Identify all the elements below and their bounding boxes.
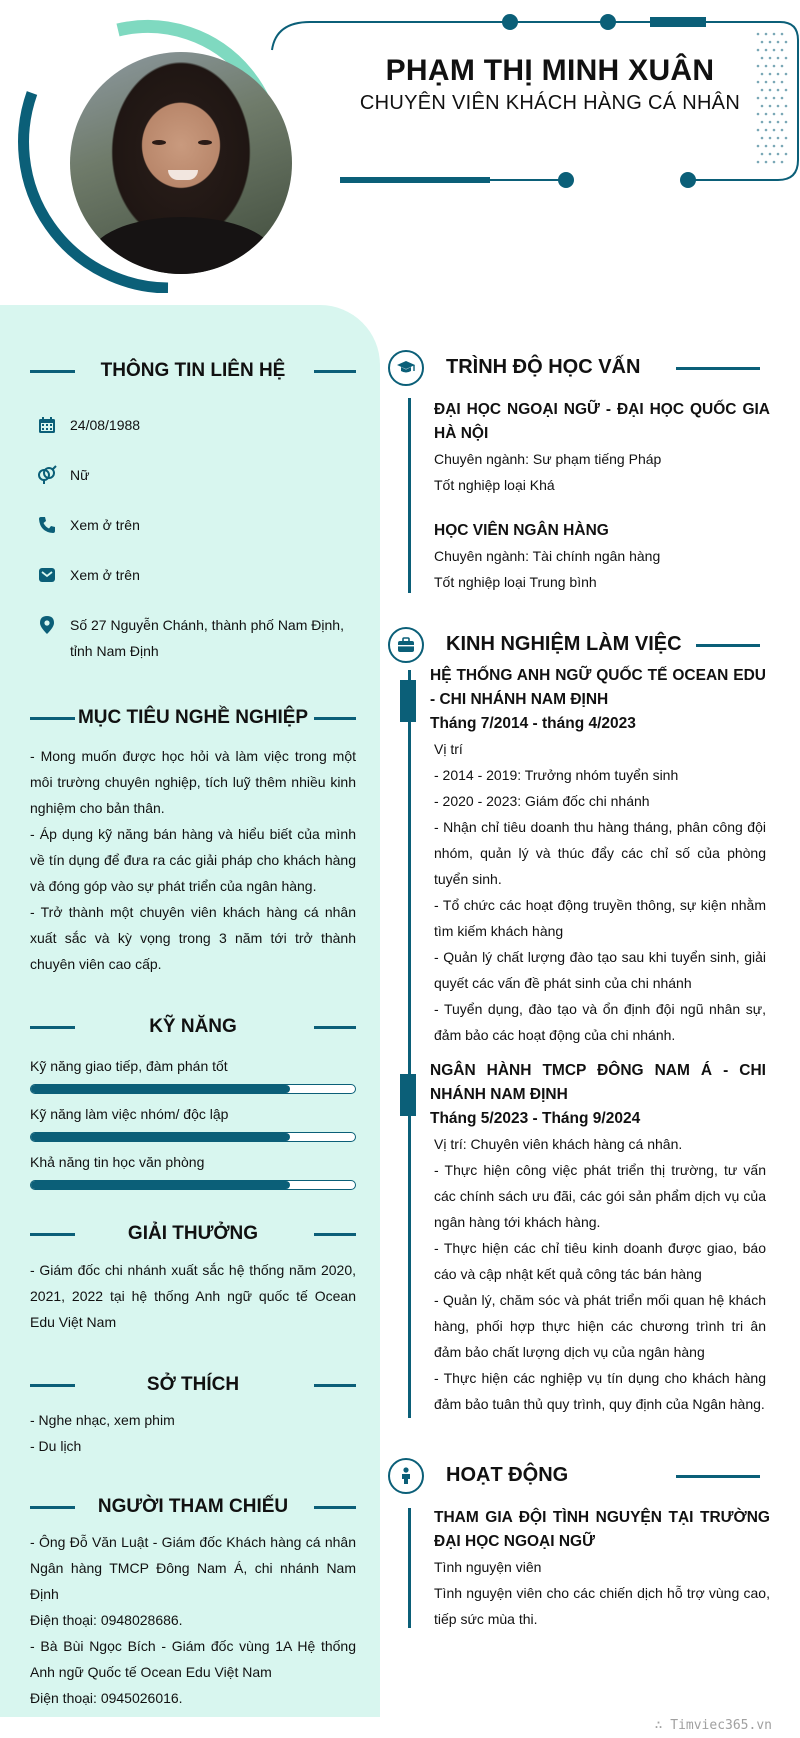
awards-text: - Giám đốc chi nhánh xuất sắc hệ thống năm 2020, 2021, 2022 tại hệ thống Anh ngữ quốc tế Ocean Edu Việt Nam	[30, 1262, 356, 1330]
references-heading: NGƯỜI THAM CHIẾU	[30, 1494, 356, 1520]
education-heading: TRÌNH ĐỘ HỌC VẤN	[388, 350, 760, 388]
contact-item-gender: Nữ	[36, 464, 356, 488]
skill-teamwork: Kỹ năng làm việc nhóm/ độc lập	[30, 1106, 356, 1142]
skill-office: Khả năng tin học văn phòng	[30, 1154, 356, 1190]
skill-communication: Kỹ năng giao tiếp, đàm phán tốt	[30, 1058, 356, 1094]
contact-item-email: Xem ở trên	[36, 564, 356, 588]
profile-photo	[70, 52, 292, 274]
contact-item-phone: Xem ở trên	[36, 514, 356, 538]
skill-bar	[30, 1132, 356, 1142]
skill-bar-fill	[31, 1133, 290, 1141]
education-timeline	[408, 398, 411, 593]
references-text: - Ông Đỗ Văn Luật - Giám đốc Khách hàng cá nhân Ngân hàng TMCP Đông Nam Á, chi nhánh Nam Định Điện thoại: 0948028686. - Bà Bùi Ngọc Bích - Giám đốc vùng 1A Hệ thống Anh ngữ Quốc tế Ocean Edu Việt Nam Điện thoại: 0945026016.	[30, 1534, 356, 1706]
activities-timeline	[408, 1508, 411, 1628]
education-item: HỌC VIÊN NGÂN HÀNG Chuyên ngành: Tài chính ngân hàng Tốt nghiệp loại Trung bình	[434, 522, 661, 590]
person-icon	[388, 1458, 424, 1494]
hobbies-text: - Nghe nhạc, xem phim - Du lịch	[30, 1412, 175, 1454]
gender-icon	[36, 464, 58, 486]
location-icon	[36, 614, 58, 636]
contact-item-birthday: 24/08/1988	[36, 414, 356, 438]
graduation-cap-icon	[388, 350, 424, 386]
email-icon	[36, 564, 58, 586]
objective-text: - Mong muốn được học hỏi và làm việc trong một môi trường chuyên nghiệp, tích luỹ thêm nhiều kinh nghiệm cho bản thân. - Áp dụng kỹ năng bán hàng và hiểu biết của mình về tín dụng để đưa ra các giải pháp cho khách hàng và đóng góp vào sự phát triển của ngân hàng. - Trở thành một chuyên viên khách hàng cá nhân xuất sắc và kỳ vọng trong 3 năm tới trở thành chuyên viên cao cấp.	[30, 748, 356, 972]
candidate-name: PHẠM THỊ MINH XUÂN	[385, 54, 715, 87]
skill-bar	[30, 1084, 356, 1094]
phone-icon	[36, 514, 58, 536]
hobbies-heading: SỞ THÍCH	[30, 1372, 356, 1398]
contact-heading: THÔNG TIN LIÊN HỆ	[30, 358, 356, 384]
cv-header	[0, 0, 800, 300]
skill-bar-fill	[31, 1181, 290, 1189]
candidate-title: CHUYÊN VIÊN KHÁCH HÀNG CÁ NHÂN	[359, 92, 741, 114]
watermark: ∴ Timviec365.vn	[654, 1718, 772, 1733]
skill-bar-fill	[31, 1085, 290, 1093]
skills-heading: KỸ NĂNG	[30, 1014, 356, 1040]
activity-item: THAM GIA ĐỘI TÌNH NGUYỆN TẠI TRƯỜNG ĐẠI HỌC NGOẠI NGỮ Tình nguyện viên Tình nguyện viên cho các chiến dịch hỗ trợ vùng cao, tiếp sức mùa thi.	[434, 1509, 770, 1627]
calendar-icon	[36, 414, 58, 436]
briefcase-icon	[388, 627, 424, 663]
timeline-marker	[400, 1074, 416, 1116]
experience-timeline	[408, 670, 411, 1418]
skill-bar	[30, 1180, 356, 1190]
contact-item-address: Số 27 Nguyễn Chánh, thành phố Nam Định, tỉnh Nam Định	[36, 614, 356, 664]
experience-item: HỆ THỐNG ANH NGỮ QUỐC TẾ OCEAN EDU - CHI NHÁNH NAM ĐỊNH Tháng 7/2014 - tháng 4/2023 Vị trí - 2014 - 2019: Trưởng nhóm tuyển sinh - 2020 - 2023: Giám đốc chi nhánh - Nhận chỉ tiêu doanh thu hàng tháng, phân công đội nhóm, quản lý và thúc đẩy các chỉ số của phòng tuyển sinh. - Tổ chức các hoạt động truyền thông, sự kiện nhằm tìm kiếm khách hàng - Quản lý chất lượng đào tạo sau khi tuyển sinh, giải quyết các vấn đề phát sinh của chi nhánh - Tuyển dụng, đào tạo và ổn định đội ngũ nhân sự, đảm bảo các hoạt động của chi nhánh.	[430, 667, 766, 1043]
timeline-marker	[400, 680, 416, 722]
awards-heading: GIẢI THƯỞNG	[30, 1221, 356, 1247]
activities-heading: HOẠT ĐỘNG	[388, 1458, 760, 1496]
experience-item: NGÂN HÀNH TMCP ĐÔNG NAM Á - CHI NHÁNH NAM ĐỊNH Tháng 5/2023 - Tháng 9/2024 Vị trí: Chuyên viên khách hàng cá nhân. - Thực hiện công việc phát triển thị trường, tư vấn các chính sách ưu đãi, các gói sản phẩm dịch vụ của ngân hàng tới khách hàng. - Thực hiện các chỉ tiêu kinh doanh được giao, báo cáo và cập nhật kết quả công tác bán hàng - Quản lý, chăm sóc và phát triển mối quan hệ khách hàng, phối hợp thực hiện các chương trình tri ân đảm bảo chất lượng dịch vụ của ngân hàng - Thực hiện các nghiệp vụ tín dụng cho khách hàng đảm bảo tuân thủ quy trình, quy định của Ngân hàng.	[430, 1062, 766, 1412]
objective-heading: MỤC TIÊU NGHỀ NGHIỆP	[30, 705, 356, 731]
profile-photo-frame	[18, 18, 298, 293]
experience-heading: KINH NGHIỆM LÀM VIỆC	[388, 627, 760, 665]
education-item: ĐẠI HỌC NGOẠI NGỮ - ĐẠI HỌC QUỐC GIA HÀ NỘI Chuyên ngành: Sư phạm tiếng Pháp Tốt nghiệp loại Khá	[434, 401, 770, 493]
